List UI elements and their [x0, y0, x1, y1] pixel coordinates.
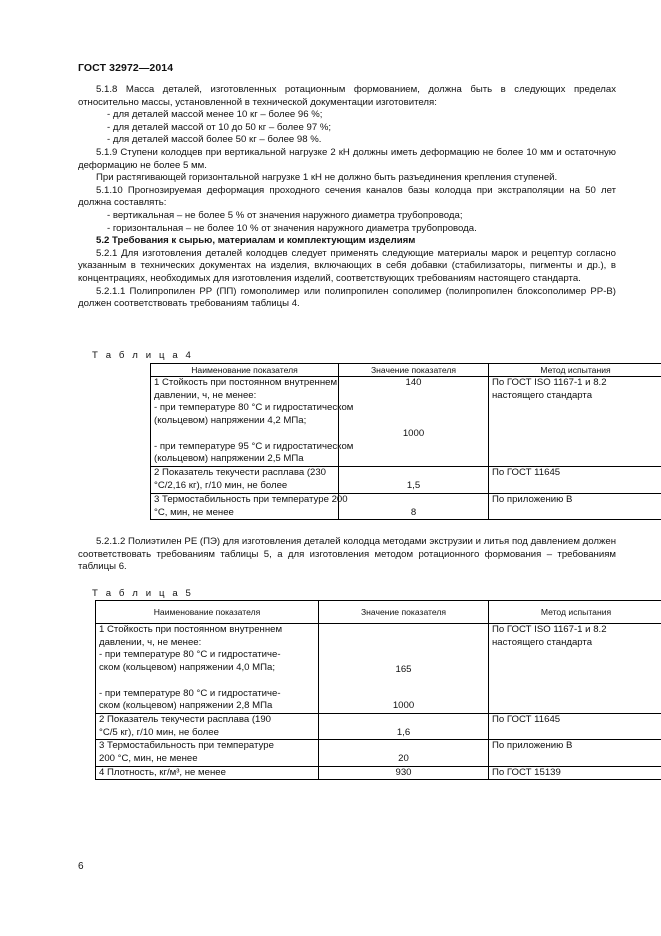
- indicator-name-line: давлении, ч, не менее:: [99, 636, 202, 648]
- test-method-cell: По ГОСТ 11645: [489, 713, 661, 739]
- indicator-name-line: - при температуре 80 °С и гидростатическом: [154, 402, 354, 414]
- table-4-header-value: Значение показателя: [339, 364, 489, 377]
- text-block-5-2-1-2: [78, 536, 616, 574]
- indicator-name-line: ском (кольцевом) напряжении 4,0 МПа;: [99, 662, 275, 674]
- indicator-value-cell: [319, 740, 489, 766]
- indicator-value: 8: [410, 506, 417, 518]
- test-method-cell: По ГОСТ 11645: [489, 467, 661, 493]
- indicator-name-cell: [96, 740, 319, 766]
- paragraph: 5.1.9 Ступени колодцев при вертикальной нагрузке 2 кН должны иметь деформацию не более 10 мм и остаточную деформацию не более 5 мм.: [78, 146, 616, 171]
- indicator-name-cell: [96, 624, 319, 714]
- indicator-name-line: 3 Термостабильность при температуре 200: [154, 493, 348, 505]
- table-5-header-method: Метод испытания: [489, 601, 661, 624]
- indicator-name-line: (кольцевом) напряжении 4,2 МПа;: [154, 415, 307, 427]
- indicator-value-cell: [339, 467, 489, 493]
- indicator-value: 930: [395, 766, 412, 778]
- indicator-value: 140: [405, 377, 422, 388]
- indicator-name-line: 4 Плотность, кг/м³, не менее: [99, 766, 226, 778]
- indicator-name-line: °С, мин, не менее: [154, 506, 234, 518]
- test-method-cell: По приложению В: [489, 493, 661, 519]
- indicator-name-line: 3 Термостабильность при температуре: [99, 740, 274, 752]
- paragraph: 5.2.1 Для изготовления деталей колодцев следует применять следующие материалы марок и рецептур согласно указанным в технических документах на изделия, включающих в себя добавки (стабилизаторы, пигменты и др.), в концентрациях, необходимых для изготовления изделий, соответствующих требованиям настоящего стандарта.: [78, 247, 616, 284]
- paragraph: При растягивающей горизонтальной нагрузке 1 кН не должно быть разъединения крепления ступеней.: [96, 172, 558, 184]
- table-row: [96, 740, 661, 766]
- test-method-cell: По ГОСТ ISO 1167-1 и 8.2 настоящего стандарта: [489, 377, 661, 467]
- indicator-name-line: 200 °С, мин, не менее: [99, 753, 198, 765]
- indicator-name-line: - при температуре 80 °С и гидростатиче-: [99, 649, 281, 661]
- indicator-value-cell: [339, 493, 489, 519]
- indicator-name-line: 2 Показатель текучести расплава (230: [154, 467, 327, 479]
- indicator-name-cell: [151, 467, 339, 493]
- indicator-name-line: 1 Стойкость при постоянном внутреннем: [154, 377, 338, 388]
- indicator-name-line: ском (кольцевом) напряжении 2,8 МПа: [99, 700, 273, 712]
- indicator-name-line: 2 Показатель текучести расплава (190: [99, 713, 272, 725]
- indicator-value: 20: [398, 753, 409, 765]
- paragraph: - для деталей массой от 10 до 50 кг – более 97 %;: [107, 121, 332, 133]
- table-row: [96, 624, 661, 714]
- indicator-name-cell: [96, 766, 319, 780]
- paragraph: - вертикальная – не более 5 % от значения наружного диаметра трубопровода;: [107, 209, 463, 221]
- table-row: [151, 467, 661, 493]
- indicator-name-line: (кольцевом) напряжении 2,5 МПа: [154, 453, 304, 465]
- table-row: [151, 377, 661, 467]
- paragraph: - для деталей массой менее 10 кг – более 96 %;: [107, 109, 323, 121]
- table-5-header-value: Значение показателя: [319, 601, 489, 624]
- indicator-name-cell: [96, 713, 319, 739]
- indicator-value: 1000: [392, 700, 415, 712]
- table-4-header-method: Метод испытания: [489, 364, 661, 377]
- indicator-value: 1,6: [396, 726, 411, 738]
- indicator-value-cell: [319, 766, 489, 780]
- table-row: [151, 493, 661, 519]
- paragraph: 5.2.1.1 Полипропилен PP (ПП) гомополимер или полипропилен сополимер (полипропилен блоксополимер PP-B) должен соответствовать требованиям таблицы 4.: [78, 285, 616, 310]
- page-number: 6: [78, 861, 84, 872]
- indicator-name-line: °С/2,16 кг), г/10 мин, не более: [154, 480, 288, 492]
- indicator-name-line: 1 Стойкость при постоянном внутреннем: [99, 624, 283, 635]
- indicator-name-line: °С/5 кг), г/10 мин, не более: [99, 726, 219, 738]
- table-4-header-name: Наименование показателя: [151, 364, 339, 377]
- indicator-value-cell: [319, 624, 489, 714]
- text-block-5-1-8-to-5-2-1-1: [78, 84, 616, 311]
- indicator-value-cell: [339, 377, 489, 467]
- indicator-value-cell: [319, 713, 489, 739]
- indicator-name-line: - при температуре 95 °С и гидростатическом: [154, 440, 354, 452]
- table-5-caption: Т а б л и ц а 5: [92, 588, 194, 599]
- indicator-name-cell: [151, 377, 354, 467]
- table-4: [150, 363, 661, 520]
- paragraph: - горизонтальная – не более 10 % от значения наружного диаметра трубопровода.: [107, 222, 477, 234]
- paragraph: 5.1.10 Прогнозируемая деформация проходного сечения каналов базы колодца при экстраполяции на 50 лет должна составлять:: [78, 184, 616, 209]
- indicator-value: 1000: [402, 427, 425, 439]
- indicator-name-line: - при температуре 80 °С и гидростатиче-: [99, 687, 281, 699]
- indicator-name-cell: [151, 493, 348, 519]
- table-4-caption: Т а б л и ц а 4: [92, 350, 194, 361]
- table-row: [96, 766, 661, 780]
- document-header: ГОСТ 32972—2014: [78, 62, 174, 74]
- test-method-cell: По ГОСТ ISO 1167-1 и 8.2 настоящего стандарта: [489, 624, 661, 714]
- table-5-header-name: Наименование показателя: [96, 601, 319, 624]
- indicator-value: 165: [395, 663, 412, 675]
- paragraph: 5.1.8 Масса деталей, изготовленных ротационным формованием, должна быть в следующих пределах относительно массы, установленной в технической документации изготовителя:: [78, 84, 616, 108]
- test-method-cell: По ГОСТ 15139: [489, 766, 661, 780]
- paragraph: - для деталей массой более 50 кг – более 98 %.: [107, 134, 322, 146]
- table-row: [96, 713, 661, 739]
- indicator-name-line: давлении, ч, не менее:: [154, 389, 257, 401]
- paragraph: 5.2.1.2 Полиэтилен PE (ПЭ) для изготовления деталей колодца методами экструзии и литья под давлением должен соответствовать требованиям таблицы 5, а для изготовления методом ротационного формования – требованиям таблицы 6.: [78, 536, 616, 573]
- test-method-cell: По приложению В: [489, 740, 661, 766]
- paragraph: 5.2 Требования к сырью, материалам и комплектующим изделиям: [96, 235, 416, 247]
- table-5: [95, 600, 661, 780]
- indicator-value: 1,5: [406, 480, 421, 492]
